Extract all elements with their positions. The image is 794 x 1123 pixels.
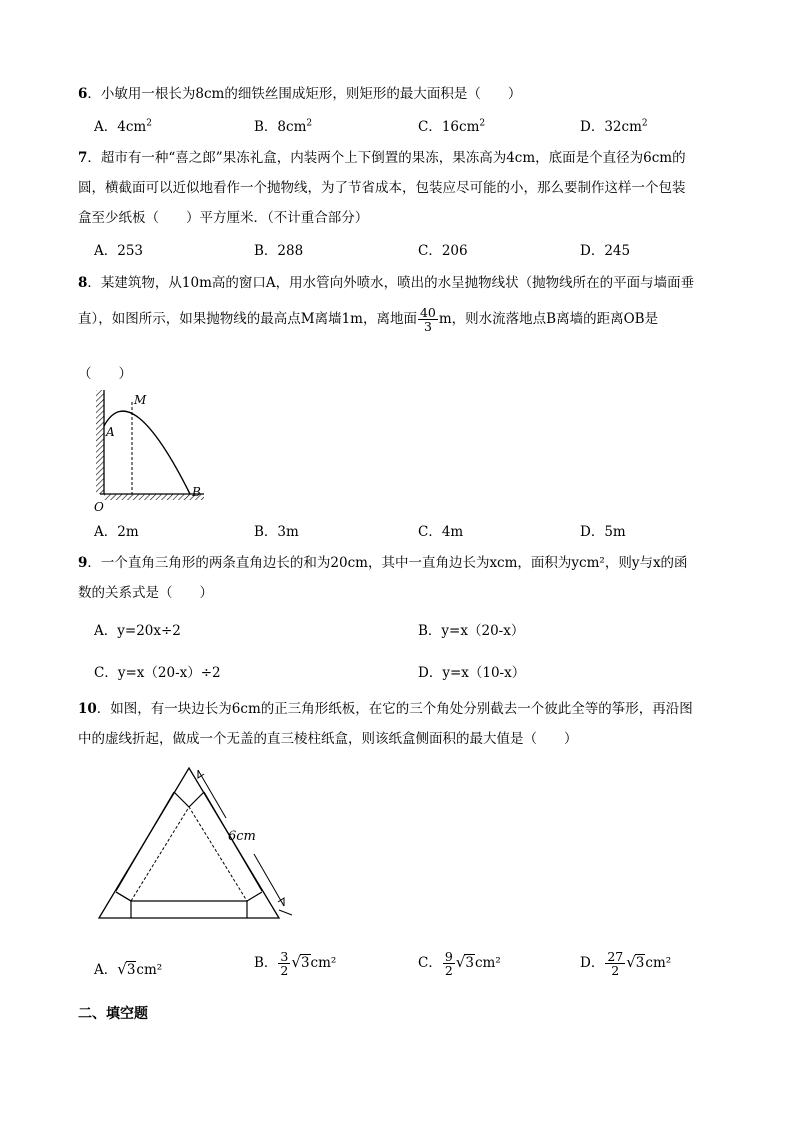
question-8-line1: 8．某建筑物，从10m高的窗口A，用水管向外喷水，喷出的水呈抛物线状（抛物线所在的平面与墙面垂 [78,275,695,291]
dimension-arrow-bottom [254,854,284,906]
label-O: O [94,500,104,513]
question-7-line3: 盒至少纸板（ ）平方厘米．（不计重合部分） [78,210,369,226]
ground-hatch [104,494,204,500]
question-6 [78,82,521,102]
section-heading: 二、填空题 [78,1006,148,1022]
wall-hatch [96,390,104,494]
option-c[interactable]: C．$16cm^2$ [418,118,486,135]
fraction: $\frac{40}{3}$ [419,305,436,335]
question-8-line2: 直），如图所示，如果抛物线的最高点M离墙1m，离地面 $\frac{40}{3}$ m，则水流落地点B离墙的距离OB是 [78,305,659,335]
question-number: 9 [78,555,88,571]
option-d[interactable]: D．y=x（10-x） [418,665,526,681]
label-M: M [134,393,147,407]
question-number: 10 [78,701,97,717]
question-8-line3: （ ） [78,366,132,382]
option-d[interactable]: D． $\frac{27}{2}$ √3cm² [580,949,672,979]
question-number: 8 [78,275,88,291]
question-10-line1: 10．如图，有一块边长为6cm的正三角形纸板，在它的三个角处分别截去一个彼此全等的筝形，再沿图 [78,701,693,717]
sqrt-3: √3 [626,953,645,972]
question-9-line1: 9．一个直角三角形的两条直角边长的和为20cm，其中一直角边长为xcm，面积为ycm²，则y与x的函 [78,555,688,571]
projectile-figure [92,388,212,513]
option-b[interactable]: B． $\frac{3}{2}$ √3cm² [254,949,337,979]
side-length-label: 6cm [228,829,256,844]
option-a[interactable]: A．253 [94,243,144,259]
option-b[interactable]: B．y=x（20-x） [418,623,525,639]
label-B: B [192,485,201,499]
option-c[interactable]: C．y=x（20-x）÷2 [94,665,221,681]
option-d[interactable]: D．5m [580,524,626,540]
fraction: $\frac{3}{2}$ [280,949,289,979]
question-7-line2: 圆，横截面可以近似地看作一个抛物线，为了节省成本，包装应尽可能的小，那么要制作这样一个包装 [78,180,686,196]
sqrt-3: √3 [291,953,310,972]
question-10-line2: 中的虚线折起，做成一个无盖的直三棱柱纸盒，则该纸盒侧面积的最大值是（ ） [78,731,578,747]
option-d[interactable]: D．$32cm^2$ [580,118,648,135]
option-a[interactable]: A．√3cm² [94,960,163,978]
label-A: A [106,425,115,439]
option-a[interactable]: A．y=20x÷2 [94,623,181,639]
option-c[interactable]: C．206 [418,243,468,259]
option-a[interactable]: A．2m [94,524,139,540]
option-c[interactable]: C． $\frac{9}{2}$ √3cm² [418,949,501,979]
parabola [104,411,190,494]
question-number: 6 [78,86,88,102]
option-b[interactable]: B．3m [254,524,299,540]
question-text: ．小敏用一根长为8cm的细铁丝围成矩形，则矩形的最大面积是（ ） [87,86,522,102]
question-7-line1: 7．超市有一种“喜之郎”果冻礼盒，内装两个上下倒置的果冻，果冻高为4cm，底面是个直径为6cm的 [78,150,686,166]
option-d[interactable]: D．245 [580,243,631,259]
option-b[interactable]: B．288 [254,243,304,259]
sqrt-3: √3 [117,960,136,978]
sqrt-3: √3 [455,953,474,972]
triangle-figure [94,762,304,922]
fraction: $\frac{9}{2}$ [444,949,453,979]
option-b[interactable]: B．$8cm^2$ [254,118,313,135]
option-a[interactable]: A．$4cm^2$ [94,118,152,135]
question-number: 7 [78,150,88,166]
option-c[interactable]: C．4m [418,524,464,540]
fraction: $\frac{27}{2}$ [607,949,624,979]
inner-dashed-triangle [131,807,247,901]
question-9-line2: 数的关系式是（ ） [78,585,213,601]
